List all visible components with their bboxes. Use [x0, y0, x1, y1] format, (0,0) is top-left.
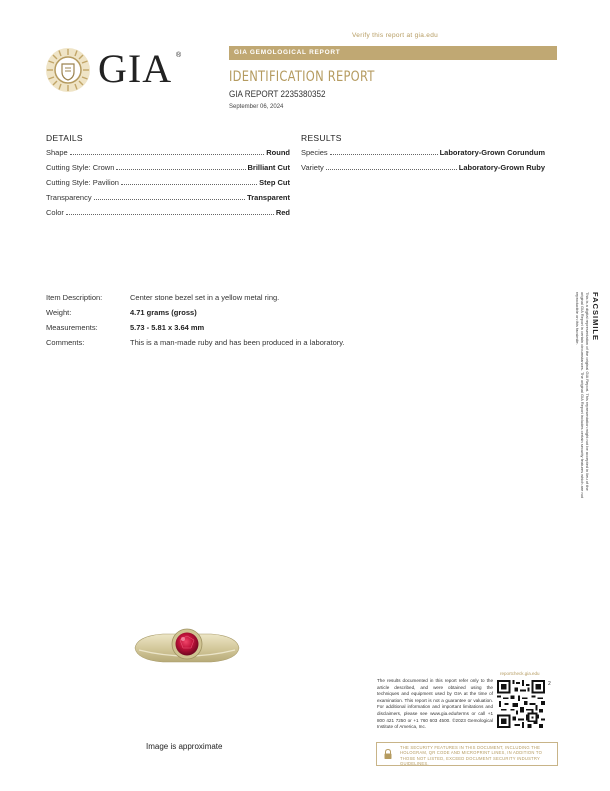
item-row	[46, 323, 516, 338]
report-type: IDENTIFICATION REPORT	[229, 69, 375, 85]
item-label: Item Description:	[46, 293, 103, 302]
reportcheck-link[interactable]: reportcheck.gia.edu	[500, 671, 540, 676]
registered-mark: ®	[176, 52, 182, 59]
security-text: THE SECURITY FEATURES IN THIS DOCUMENT, INCLUDING THE HOLOGRAM, QR CODE AND MICROPRINT LINES, IN ADDITION TO THOSE NOT LISTED, EXCEED DOCUMENT SECURITY INDUSTRY GUIDELINES.	[400, 745, 543, 767]
report-date: September 06, 2024	[229, 104, 284, 110]
qr-number: 2	[548, 681, 551, 687]
lock-icon	[382, 748, 394, 760]
gia-logo: GIA	[98, 46, 173, 91]
result-label: Species	[301, 148, 328, 157]
verify-link[interactable]: Verify this report at gia.edu	[352, 32, 439, 39]
facsimile-text: This is a digital representation of the original GIA Report. This representation might not be accepted in lieu of the original GIA Report in certain circumstances. The original GIA Report includes certain security features which are not reproducible on this facsimile.	[575, 292, 590, 499]
item-value: Center stone bezel set in a yellow metal ring.	[130, 293, 280, 302]
detail-value: Transparent	[247, 193, 290, 202]
band-label: GIA GEMOLOGICAL REPORT	[234, 49, 341, 56]
detail-label: Color	[46, 208, 64, 217]
details-section	[46, 133, 290, 223]
detail-label: Cutting Style: Crown	[46, 163, 115, 172]
details-row	[46, 208, 290, 223]
detail-value: Red	[275, 208, 290, 217]
detail-value: Step Cut	[259, 178, 290, 187]
item-row	[46, 338, 516, 353]
gia-seal-icon	[45, 47, 91, 93]
result-label: Variety	[301, 163, 324, 172]
detail-label: Shape	[46, 148, 68, 157]
item-row	[46, 293, 516, 308]
results-row	[301, 148, 545, 163]
report-number: GIA REPORT 2235380352	[229, 89, 326, 99]
details-row	[46, 178, 290, 193]
disclaimer-text: The results documented in this report refer only to the article described, and were obtained using the techniques and equipment used by GIA at the time of examination. This report is not a guarantee or valuation. For additional information and important limitations and disclaimers, please see www.gia.edu/terms or call +1 800 421 7250 or +1 760 603 4500. ©2023 Gemological Institute of America, Inc.	[377, 678, 493, 730]
result-value: Laboratory-Grown Corundum	[439, 148, 545, 157]
detail-value: Brilliant Cut	[247, 163, 290, 172]
item-row	[46, 308, 516, 323]
item-value: This is a man-made ruby and has been produced in a laboratory.	[130, 338, 345, 347]
results-section	[301, 133, 545, 178]
facsimile-notice	[575, 292, 600, 504]
details-row	[46, 148, 290, 163]
detail-value: Round	[266, 148, 290, 157]
results-title: RESULTS	[301, 133, 342, 143]
item-value: 5.73 - 5.81 x 3.64 mm	[130, 323, 205, 332]
item-label: Weight:	[46, 308, 72, 317]
details-row	[46, 163, 290, 178]
results-row	[301, 163, 545, 178]
facsimile-title: FACSIMILE	[591, 292, 600, 342]
item-description-section	[46, 293, 516, 353]
image-caption: Image is approximate	[146, 742, 223, 751]
detail-label: Cutting Style: Pavilion	[46, 178, 119, 187]
details-row	[46, 193, 290, 208]
result-value: Laboratory-Grown Ruby	[458, 163, 545, 172]
item-label: Measurements:	[46, 323, 98, 332]
item-value: 4.71 grams (gross)	[130, 308, 197, 317]
qr-code[interactable]	[497, 680, 545, 728]
item-label: Comments:	[46, 338, 85, 347]
detail-label: Transparency	[46, 193, 92, 202]
ring-image	[133, 618, 241, 670]
details-title: DETAILS	[46, 133, 83, 143]
